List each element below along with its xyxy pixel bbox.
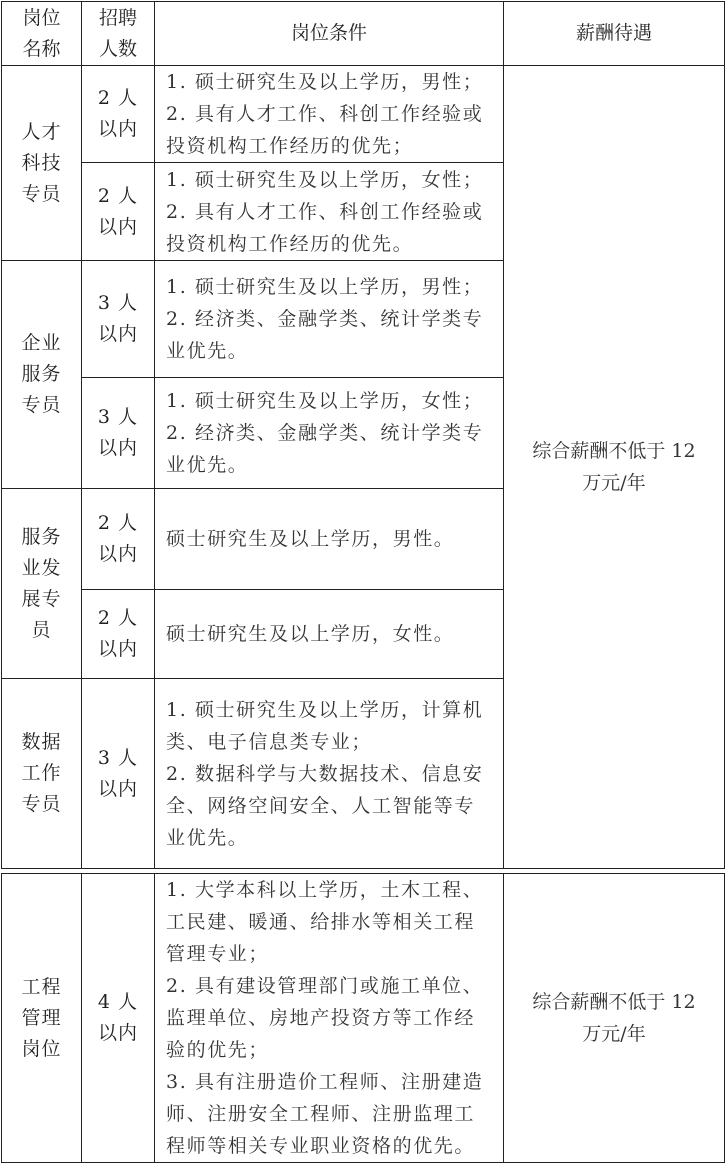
position-name-cell: 数据 工作 专员 [2, 679, 82, 869]
recruitment-table [1, 1, 725, 869]
conditions-cell: 1. 硕士研究生及以上学历，男性； 2. 经济类、金融学类、统计学类专 业优先。 [155, 261, 504, 378]
headcount-cell: 2 人 以内 [82, 163, 155, 261]
table-row [2, 66, 725, 163]
conditions-cell: 1. 硕士研究生及以上学历，男性； 2. 具有人才工作、科创工作经验或 投资机构工作经历的优先； [155, 66, 504, 163]
conditions-cell: 1. 硕士研究生及以上学历，女性； 2. 具有人才工作、科创工作经验或 投资机构工作经历的优先。 [155, 163, 504, 261]
headcount-cell: 2 人 以内 [82, 489, 155, 590]
conditions-cell: 1. 硕士研究生及以上学历，女性； 2. 经济类、金融学类、统计学类专 业优先。 [155, 378, 504, 489]
position-name-cell: 企业 服务 专员 [2, 261, 82, 489]
table-row [2, 874, 725, 1163]
position-name-cell: 服务 业发 展专 员 [2, 489, 82, 679]
header-salary: 薪酬待遇 [504, 2, 725, 66]
conditions-cell: 1. 大学本科以上学历，土木工程、 工民建、暖通、给排水等相关工程 管理专业； 2. 具有建设管理部门或施工单位、 监理单位、房地产投资方等工作经 验的优先； 3. 具有注册造价工程师、注册建造 师、注册安全工程师、注册监理工 程师等相关专业职业资格的优先。 [155, 874, 504, 1163]
headcount-cell: 3 人 以内 [82, 378, 155, 489]
headcount-cell: 3 人 以内 [82, 261, 155, 378]
headcount-cell: 3 人 以内 [82, 679, 155, 869]
position-name-cell: 工程 管理 岗位 [2, 874, 82, 1163]
salary-cell: 综合薪酬不低于 12 万元/年 [504, 66, 725, 869]
header-position-name: 岗位 名称 [2, 2, 82, 66]
header-conditions: 岗位条件 [155, 2, 504, 66]
headcount-cell: 4 人 以内 [82, 874, 155, 1163]
salary-cell: 综合薪酬不低于 12 万元/年 [504, 874, 725, 1163]
headcount-cell: 2 人 以内 [82, 590, 155, 679]
position-name-cell: 人才 科技 专员 [2, 66, 82, 261]
conditions-cell: 硕士研究生及以上学历，男性。 [155, 489, 504, 590]
header-row [2, 2, 725, 66]
header-headcount: 招聘 人数 [82, 2, 155, 66]
conditions-cell: 1. 硕士研究生及以上学历，计算机 类、电子信息类专业； 2. 数据科学与大数据技术、信息安 全、网络空间安全、人工智能等专 业优先。 [155, 679, 504, 869]
headcount-cell: 2 人 以内 [82, 66, 155, 163]
conditions-cell: 硕士研究生及以上学历，女性。 [155, 590, 504, 679]
engineering-table [1, 873, 725, 1163]
